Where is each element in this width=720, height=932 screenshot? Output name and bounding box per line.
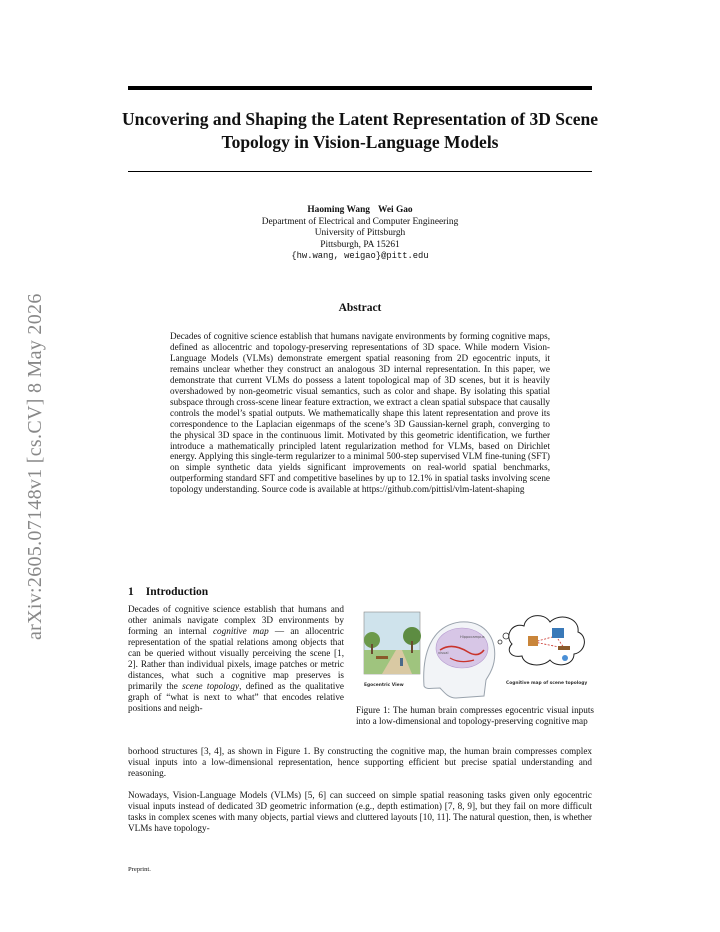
section-title: Introduction	[145, 586, 209, 598]
graph-node-gate	[528, 636, 538, 646]
thought-bubble-dot	[503, 633, 509, 639]
affiliation-line: Department of Electrical and Computer Engineering	[261, 216, 459, 227]
preprint-footer: Preprint.	[128, 866, 151, 873]
intro-paragraph-1: Decades of cognitive science establish that humans and other animals navigate complex 3D environments by forming an internal cognitive map — an allocentric representation of the spatial relations among objects that can be queried without visually perceiving the scene [1, 2]. Rather than individual pixels, image patches or metric distances, what such a cognitive map preserves is primarily the scene topology, defined as the qualitative graph of “what is next to what” that encodes relative positions and neigh-	[128, 604, 344, 713]
graph-node-fountain	[562, 655, 568, 661]
title-bottom-rule	[128, 171, 592, 172]
head-silhouette	[424, 622, 495, 698]
author-name: Haoming Wang	[307, 205, 370, 215]
author-name: Wei Gao	[377, 205, 413, 215]
section-heading	[128, 586, 208, 598]
graph-node-bench	[558, 646, 570, 650]
egocentric-view-image	[364, 612, 421, 674]
affiliation-line: University of Pittsburgh	[314, 228, 406, 238]
section-number: 1	[128, 586, 134, 598]
figure-label-egocentric: Egocentric View	[364, 683, 404, 688]
abstract-body: Decades of cognitive science establish that humans navigate environments by forming cognitive maps, defined as allocentric and topology-preserving representations of 3D space. While modern Vision-Language Models (VLMs) demonstrate emergent spatial reasoning from 2D egocentric inputs, it remains unclear whether they construct an analogous 3D internal representation. In this paper, we demonstrate that current VLMs do possess a latent topological map of 3D scenes, but it is heavily overshadowed by non-geometric visual semantics, such as color and shape. By isolating this spatial subspace through cross-scene linear feature extraction, we extract a clean spatial subspace that causally controls the model’s spatial outputs. We mathematically shape this latent representation and prove its correspondence to the Laplacian eigenmaps of the scene’s 3D Gaussian-kernel graph, converging to the physical 3D space in the continuous limit. Motivated by this geometric identification, we further introduce a mathematically principled latent regularization method for VLMs, based on Dirichlet energy. Applying this single-term regularizer to a minimal 500-step supervised VLM fine-tuning (SFT) on simple synthetic data yields significant improvements on real-world spatial benchmarks, outperforming standard SFT and competitive baselines by up to 12.1% in spatial tasks involving scene topology understanding. Source code is available at https://github.com/pittisl/vlm-latent-shaping	[170, 331, 550, 495]
abstract-heading: Abstract	[338, 302, 382, 314]
thought-cloud	[509, 616, 585, 665]
author-email: {hw.wang, weigao}@pitt.edu	[291, 251, 429, 261]
figure-label-cognitive-map: Cognitive map of scene topology	[506, 681, 588, 686]
emphasis-term: scene topology	[182, 680, 240, 691]
emphasis-term: cognitive map	[212, 625, 269, 636]
figure-caption: Figure 1: The human brain compresses egocentric visual inputs into a low-dimensional and topology-preserving cognitive map	[356, 705, 594, 726]
graph-node-building	[552, 628, 564, 638]
brain-label: Hippocampus	[460, 635, 485, 639]
author-names	[160, 205, 560, 217]
title-top-rule	[128, 86, 592, 90]
paper-title: Uncovering and Shaping the Latent Representation of 3D Scene Topology in Vision-Language Models	[121, 109, 599, 152]
author-block	[160, 205, 560, 263]
figure-1-illustration	[352, 606, 592, 716]
intro-paragraph-1-continued: borhood structures [3, 4], as shown in Figure 1. By constructing the cognitive map, the human brain compresses complex visual inputs into a low-dimensional representation, hence supporting efficient but precise spatial understanding and reasoning.	[128, 746, 592, 778]
affiliation-line: Pittsburgh, PA 15261	[320, 239, 400, 250]
arxiv-stamp: arXiv:2605.07148v1 [cs.CV] 8 May 2026	[24, 293, 46, 640]
thought-bubble-dot	[498, 640, 502, 644]
brain-label: visual	[438, 651, 449, 655]
intro-paragraph-2: Nowadays, Vision-Language Models (VLMs) [5, 6] can succeed on simple spatial reasoning tasks given only egocentric visual inputs instead of dedicated 3D geometric information (e.g., depth estimation) [7, 8, 9], but they fail on more difficult tasks in complex scenes with many objects, partial views and cluttered layouts [10, 11]. The natural question, then, is whether VLMs have topology-	[128, 790, 592, 833]
